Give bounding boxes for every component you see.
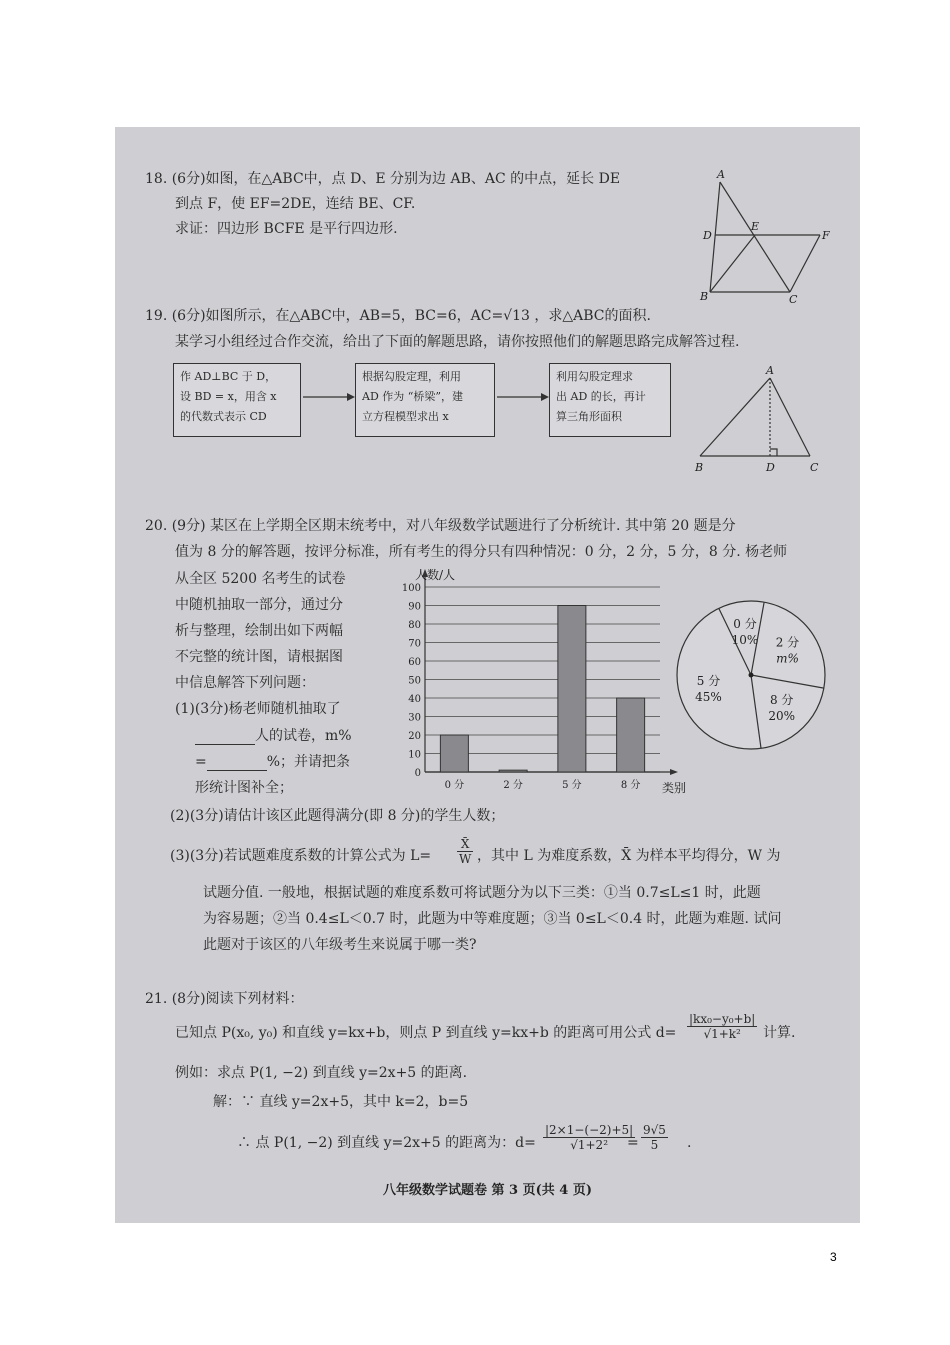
q18-label-c: C (789, 293, 798, 306)
pie-slice-label: 5 分 (696, 673, 721, 688)
x-tick-label: 2 分 (503, 780, 523, 791)
q19-label-c: C (810, 461, 819, 474)
y-tick-label: 20 (408, 731, 421, 742)
result-fraction-num: 9√5 (643, 1123, 666, 1137)
q19-line-1: 19. (6分)如图所示，在△ABC中，AB=5，BC=6，AC=√13 ，求△ABC的面积. (145, 308, 651, 324)
q20-line-1: 20. (9分) 某区在上学期全区期末统考中，对八年级数学试题进行了分析统计. 其中第 20 题是分 (145, 518, 736, 534)
q19-box1-line-1: 作 AD⊥BC 于 D， (180, 370, 277, 383)
q20-left-line-3: 析与整理，绘制出如下两幅 (175, 623, 343, 639)
q18-seg-cf (790, 235, 820, 292)
q21-line-4: 解：∵ 直线 y=2x+5，其中 k=2，b=5 (213, 1094, 469, 1110)
q19-box2-line-1: 根据勾股定理，利用 (362, 370, 461, 383)
q19-box3-line-2: 出 AD 的长，再计 (556, 390, 646, 403)
q19-label-d: D (766, 461, 775, 474)
pie-chart (675, 595, 835, 755)
q19-seg-ab (700, 378, 770, 456)
y-tick-label: 30 (408, 712, 421, 724)
example-equals: = (627, 1135, 639, 1151)
pie-slice-value: 20% (768, 709, 796, 724)
q19-step-box-1 (173, 363, 301, 437)
q20-part1-d: %；并请把条 (266, 754, 351, 770)
y-tick-label: 70 (408, 638, 421, 650)
y-axis-label: 人数/人 (415, 568, 456, 582)
pie-slice-value: 45% (695, 689, 722, 704)
x-tick-label: 0 分 (444, 780, 465, 791)
q20-part3-c: 试题分值. 一般地，根据试题的难度系数可将试题分为以下三类：①当 0.7≤L≤1 时，此题 (203, 885, 761, 901)
q20-part1-e: 形统计图补全； (195, 780, 293, 796)
distance-formula-den: √1+k² (703, 1027, 741, 1041)
pie-center (749, 673, 754, 678)
q20-part1-c-line (195, 753, 350, 771)
q18-label-e: E (751, 220, 760, 233)
y-tick-label: 10 (408, 749, 421, 761)
q18-line-3: 求证：四边形 BCFE 是平行四边形. (175, 221, 398, 237)
q19-step-box-3 (549, 363, 671, 437)
q21-line-2a: 已知点 P(x₀, y₀) 和直线 y=kx+b，则点 P 到直线 y=kx+b 的距离可用公式 d= (175, 1025, 677, 1041)
y-tick-label: 60 (408, 657, 421, 668)
y-tick-label: 100 (401, 583, 421, 594)
pie-slice-label: 0 分 (733, 617, 757, 632)
q18-seg-be (710, 235, 755, 292)
q20-left-line-4: 不完整的统计图，请根据图 (175, 649, 343, 665)
difficulty-fraction (457, 837, 473, 866)
q19-label-b: B (695, 461, 704, 474)
q19-box1-line-2: 设 BD = x，用含 x (180, 390, 277, 403)
q21-line-3: 例如：求点 P(1, −2) 到直线 y=2x+5 的距离. (175, 1065, 468, 1081)
q18-label-f: F (822, 229, 830, 242)
q18-seg-ac (720, 182, 790, 292)
q19-label-a: A (766, 364, 774, 377)
pie-slice-value: 10% (731, 633, 759, 648)
x-tick-label: 8 分 (620, 780, 641, 791)
x-tick-label: 5 分 (562, 780, 582, 791)
q19-right-angle-mark (770, 449, 777, 456)
q20-part1-b: 人的试卷，m% (255, 728, 352, 744)
q19-seg-ac (770, 378, 810, 456)
q20-left-line-2: 中随机抽取一部分，通过分 (175, 597, 343, 613)
bar-3 (617, 698, 645, 772)
q20-part3-e: 此题对于该区的八年级考生来说属于哪一类? (203, 937, 477, 953)
q21-line-2b: 计算. (763, 1025, 796, 1041)
pie-slice-label: 8 分 (769, 693, 794, 708)
q18-figure (695, 167, 835, 307)
q19-line-2: 某学习小组经过合作交流，给出了下面的解题思路，请你按照他们的解题思路完成解答过程. (175, 334, 740, 350)
q19-box3-line-1: 利用勾股定理求 (556, 370, 633, 383)
difficulty-fraction-den: W (459, 852, 472, 866)
q21-line-5a: ∴ 点 P(1, −2) 到直线 y=2x+5 的距离为：d= (237, 1135, 536, 1151)
q18-label-a: A (717, 168, 725, 181)
q20-part3-b: ，其中 L 为难度系数，X̄ 为样本平均得分，W 为 (477, 848, 781, 864)
q19-box2-line-2: AD 作为 “桥梁”，建 (362, 390, 464, 403)
q20-line-2: 值为 8 分的解答题，按评分标准，所有考生的得分只有四种情况：0 分，2 分，5 分，8 分. 杨老师 (175, 544, 788, 560)
example-fraction (543, 1123, 635, 1152)
pie-slice-label: 2 分 (775, 635, 800, 650)
bar-2 (558, 606, 586, 773)
q20-part2: (2)(3分)请估计该区此题得满分(即 8 分)的学生人数； (170, 808, 505, 824)
q20-left-line-5: 中信息解答下列问题： (175, 675, 315, 691)
q20-part1-eq: = (195, 754, 207, 770)
y-tick-label: 80 (408, 620, 421, 631)
q18-label-b: B (700, 290, 709, 303)
result-fraction-den: 5 (650, 1138, 659, 1152)
bar-chart (383, 567, 687, 799)
q20-part1-b-line (195, 727, 352, 745)
distance-formula-fraction (687, 1012, 757, 1041)
q19-box2-line-3: 立方程模型求出 x (362, 410, 449, 423)
q18-line-1: 18. (6分)如图，在△ABC中，点 D、E 分别为边 AB、AC 的中点，延长 DE (145, 171, 621, 187)
y-tick-label: 90 (408, 601, 421, 613)
q18-line-2: 到点 F，使 EF=2DE，连结 BE、CF. (175, 196, 416, 212)
distance-formula-num: |kx₀−y₀+b| (689, 1012, 756, 1026)
page-footer: 八年级数学试题卷 第 3 页(共 4 页) (382, 1183, 593, 1198)
example-fraction-den: √1+2² (570, 1138, 608, 1152)
q20-part3-a: (3)(3分)若试题难度系数的计算公式为 L= (170, 848, 432, 864)
page-number: 3 (830, 1250, 837, 1264)
bar-0 (440, 735, 468, 772)
q20-left-line-1: 从全区 5200 名考生的试卷 (175, 571, 346, 587)
y-tick-label: 0 (414, 768, 421, 779)
q19-arrow-2 (497, 389, 549, 405)
q20-part3-d: 为容易题；②当 0.4≤L＜0.7 时，此题为中等难度题；③当 0≤L＜0.4 时，此题为难题. 试问 (203, 911, 782, 927)
q19-box1-line-3: 的代数式表示 CD (180, 410, 267, 423)
q19-step-box-2 (355, 363, 495, 437)
q20-part1-a: (1)(3分)杨老师随机抽取了 (175, 701, 341, 717)
difficulty-fraction-num: X̄ (457, 837, 473, 852)
q19-box3-line-3: 算三角形面积 (556, 410, 622, 423)
answer-blank-m[interactable] (207, 756, 267, 771)
pie-slice-value: m% (776, 651, 799, 666)
example-fraction-num: |2×1−(−2)+5| (545, 1123, 634, 1137)
result-fraction (641, 1123, 668, 1152)
q21-line-1: 21. (8分)阅读下列材料： (145, 991, 304, 1007)
q19-arrow-1 (303, 389, 355, 405)
answer-blank-count[interactable] (195, 730, 255, 745)
x-axis-label: 类别 (662, 781, 687, 795)
x-axis-arrow (670, 769, 678, 775)
y-tick-label: 40 (408, 694, 421, 705)
result-period: . (687, 1135, 692, 1151)
q18-label-d: D (703, 229, 712, 242)
q19-figure (685, 363, 835, 478)
y-tick-label: 50 (408, 675, 421, 687)
exam-page-photo (115, 127, 860, 1223)
bar-1 (499, 770, 527, 772)
